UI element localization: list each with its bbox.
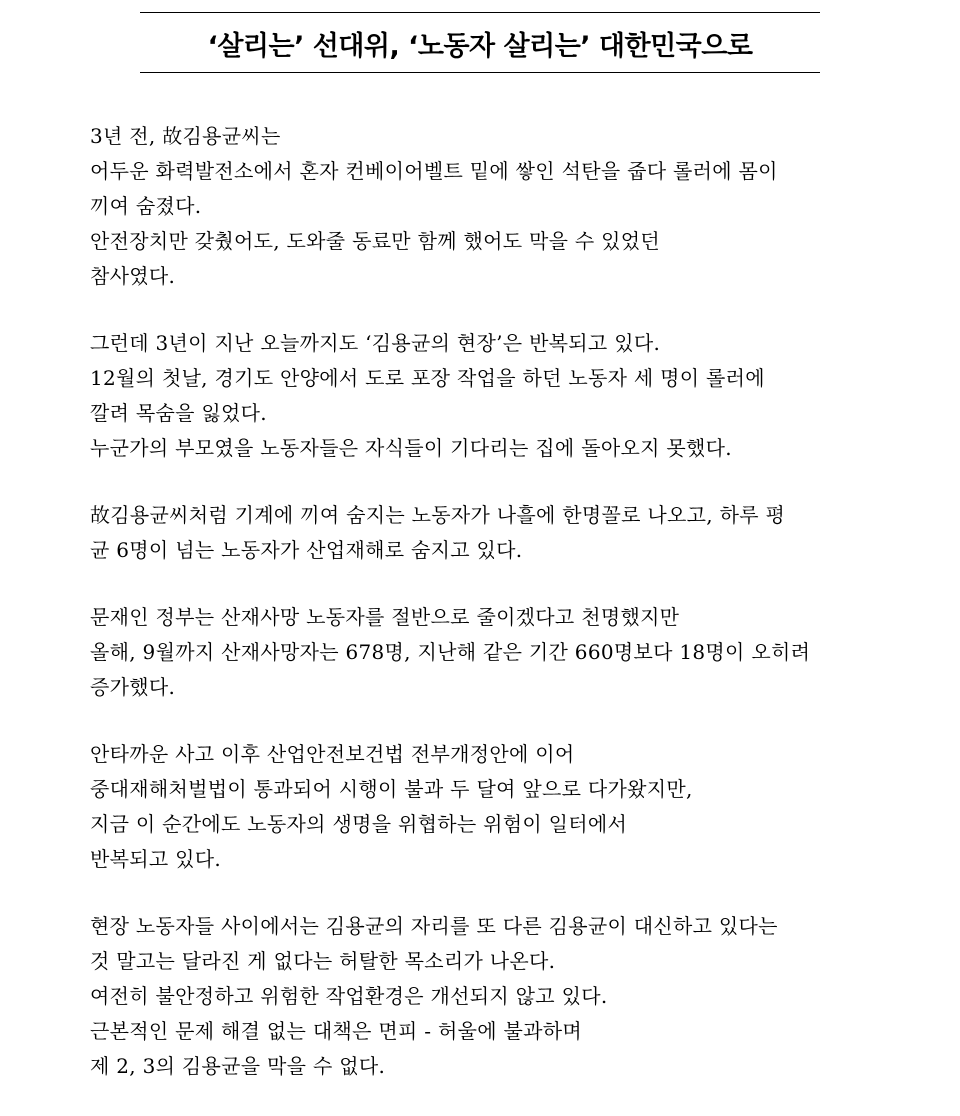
title-block bbox=[140, 12, 820, 73]
paragraph-6 bbox=[90, 909, 880, 1084]
text-line: 것 말고는 달라진 게 없다는 허탈한 목소리가 나온다. bbox=[90, 949, 556, 973]
paragraph-3 bbox=[90, 498, 880, 568]
paragraph-5 bbox=[90, 737, 880, 877]
text-line: 지금 이 순간에도 노동자의 생명을 위협하는 위험이 일터에서 bbox=[90, 812, 628, 836]
text-line: 누군가의 부모였을 노동자들은 자식들이 기다리는 집에 돌아오지 못했다. bbox=[90, 436, 732, 460]
document-title: ‘살리는’ 선대위, ‘노동자 살리는’ 대한민국으로 bbox=[207, 31, 753, 62]
paragraph-2 bbox=[90, 326, 880, 466]
text-line: 근본적인 문제 해결 없는 대책은 면피 - 허울에 불과하며 bbox=[90, 1019, 582, 1043]
text-line: 참사였다. bbox=[90, 264, 176, 288]
text-line: 문재인 정부는 산재사망 노동자를 절반으로 줄이겠다고 천명했지만 bbox=[90, 605, 680, 629]
paragraph-4 bbox=[90, 600, 880, 705]
text-line: 故김용균씨처럼 기계에 끼여 숨지는 노동자가 나흘에 한명꼴로 나오고, 하루 평 bbox=[90, 503, 786, 527]
text-line: 그런데 3년이 지난 오늘까지도 ‘김용균의 현장’은 반복되고 있다. bbox=[90, 331, 661, 355]
text-line: 깔려 목숨을 잃었다. bbox=[90, 401, 267, 425]
text-line: 안전장치만 갖췄어도, 도와줄 동료만 함께 했어도 막을 수 있었던 bbox=[90, 229, 661, 253]
text-line: 12월의 첫날, 경기도 안양에서 도로 포장 작업을 하던 노동자 세 명이 롤러에 bbox=[90, 366, 765, 390]
text-line: 안타까운 사고 이후 산업안전보건법 전부개정안에 이어 bbox=[90, 742, 575, 766]
text-line: 끼여 숨졌다. bbox=[90, 194, 202, 218]
text-line: 중대재해처벌법이 통과되어 시행이 불과 두 달여 앞으로 다가왔지만, bbox=[90, 777, 693, 801]
text-line: 여전히 불안정하고 위험한 작업환경은 개선되지 않고 있다. bbox=[90, 984, 608, 1008]
text-line: 반복되고 있다. bbox=[90, 847, 222, 871]
text-line: 어두운 화력발전소에서 혼자 컨베이어벨트 밑에 쌓인 석탄을 줍다 롤러에 몸이 bbox=[90, 159, 778, 183]
document-body bbox=[90, 119, 880, 1116]
text-line: 증가했다. bbox=[90, 675, 176, 699]
text-line: 3년 전, 故김용균씨는 bbox=[90, 124, 281, 148]
text-line: 현장 노동자들 사이에서는 김용균의 자리를 또 다른 김용균이 대신하고 있다는 bbox=[90, 914, 778, 938]
text-line: 균 6명이 넘는 노동자가 산업재해로 숨지고 있다. bbox=[90, 538, 523, 562]
text-line: 올해, 9월까지 산재사망자는 678명, 지난해 같은 기간 660명보다 18명이 오히려 bbox=[90, 640, 811, 664]
paragraph-1 bbox=[90, 119, 880, 294]
text-line: 제 2, 3의 김용균을 막을 수 없다. bbox=[90, 1054, 386, 1078]
bottom-rule bbox=[140, 72, 820, 73]
